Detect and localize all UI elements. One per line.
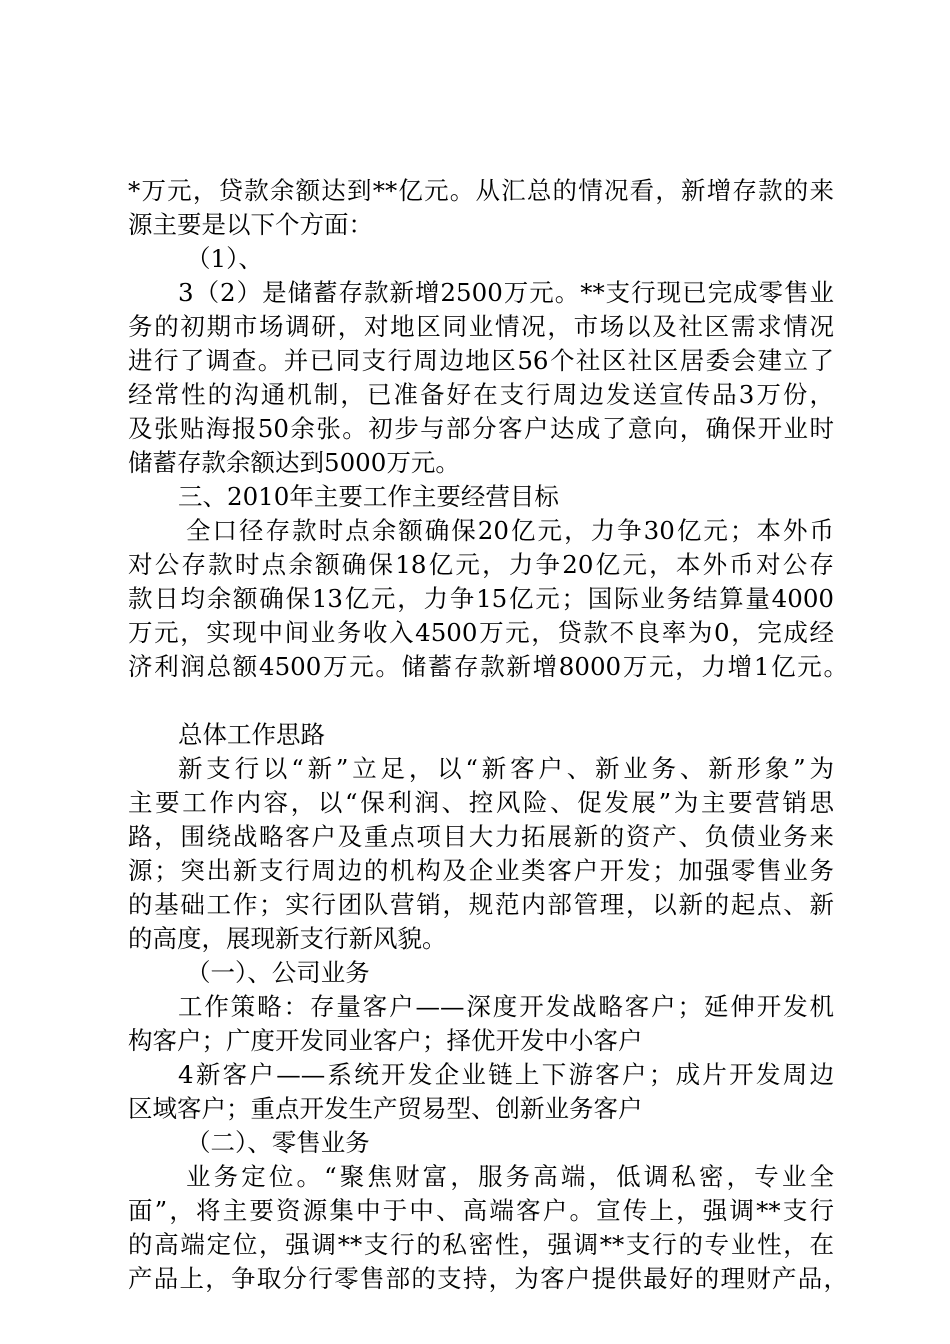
section-heading: 总体工作思路 (178, 720, 325, 749)
text-line: 4新客户——系统开发企业链上下游客户；成片开发周边 (178, 1060, 834, 1089)
text-line: 经常性的沟通机制，已准备好在支行周边发送宣传品3万份， (128, 380, 834, 409)
text-line: 的基础工作；实行团队营销，规范内部管理，以新的起点、新 (128, 890, 834, 919)
text-line: 对公存款时点余额确保18亿元，力争20亿元，本外币对公存 (128, 550, 834, 579)
text-line: 济利润总额4500万元。储蓄存款新增8000万元，力增1亿元。 (128, 652, 848, 681)
text-line: *万元，贷款余额达到**亿元。从汇总的情况看，新增存款的来 (128, 176, 834, 205)
text-line: 工作策略：存量客户——深度开发战略客户；延伸开发机 (178, 992, 834, 1021)
text-line: 进行了调查。并已同支行周边地区56个社区社区居委会建立了 (128, 346, 834, 375)
list-marker: （1）、 (186, 244, 263, 273)
text-line: 款日均余额确保13亿元，力争15亿元；国际业务结算量4000 (128, 584, 834, 613)
text-line: 及张贴海报50余张。初步与部分客户达成了意向，确保开业时 (128, 414, 834, 443)
text-line: 的高度，展现新支行新风貌。 (128, 924, 447, 953)
text-line: 万元，实现中间业务收入4500万元，贷款不良率为0，完成经 (128, 618, 834, 647)
section-heading: 三、2010年主要工作主要经营目标 (178, 482, 559, 511)
text-line: 务的初期市场调研，对地区同业情况，市场以及社区需求情况 (128, 312, 834, 341)
text-line: 面”，将主要资源集中于中、高端客户。宣传上，强调**支行 (128, 1196, 834, 1225)
text-line: 构客户；广度开发同业客户；择优开发中小客户 (128, 1026, 643, 1055)
text-line: 源；突出新支行周边的机构及企业类客户开发；加强零售业务 (128, 856, 834, 885)
text-line: 路，围绕战略客户及重点项目大力拓展新的资产、负债业务来 (128, 822, 834, 851)
text-line: 新支行以“新”立足，以“新客户、新业务、新形象”为 (178, 754, 834, 783)
subsection-heading: （二）、零售业务 (186, 1128, 370, 1157)
text-line: 全口径存款时点余额确保20亿元，力争30亿元；本外币 (186, 516, 834, 545)
text-line: 源主要是以下个方面： (128, 210, 373, 239)
text-line: 3（2）是储蓄存款新增2500万元。**支行现已完成零售业 (178, 278, 834, 307)
text-line: 主要工作内容，以“保利润、控风险、促发展”为主要营销思 (128, 788, 834, 817)
subsection-heading: （一）、公司业务 (186, 958, 370, 987)
text-line: 区域客户；重点开发生产贸易型、创新业务客户 (128, 1094, 643, 1123)
text-line: 的高端定位，强调**支行的私密性，强调**支行的专业性，在 (128, 1230, 834, 1259)
text-line: 产品上，争取分行零售部的支持，为客户提供最好的理财产品， (128, 1264, 848, 1293)
text-line: 储蓄存款余额达到5000万元。 (128, 448, 460, 477)
text-line: 业务定位。“聚焦财富，服务高端，低调私密，专业全 (186, 1162, 834, 1191)
